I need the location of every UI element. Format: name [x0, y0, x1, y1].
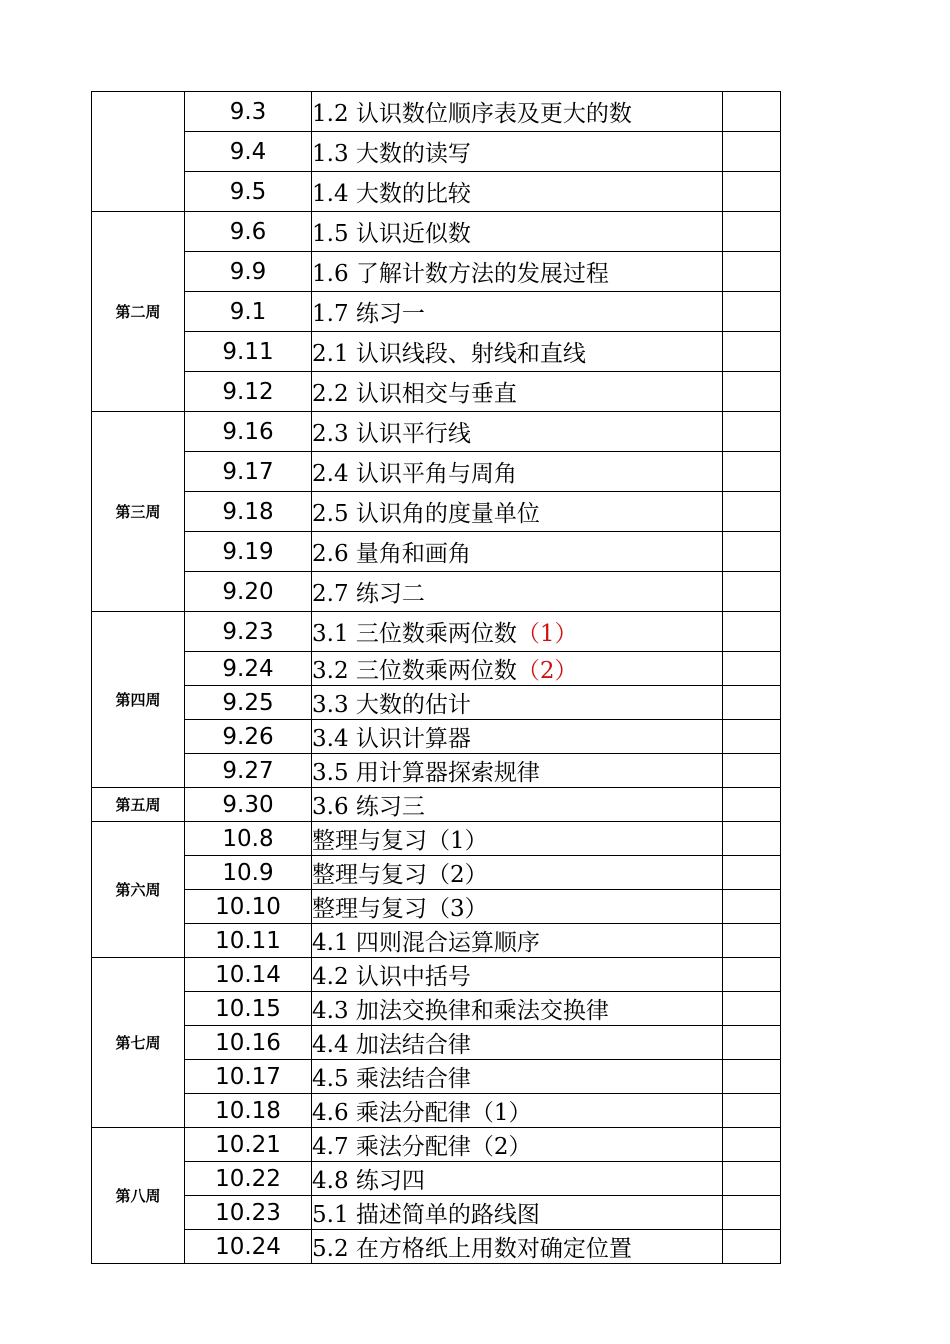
- lesson-text: 1.7 练习一: [312, 301, 425, 327]
- table-row: [92, 132, 781, 172]
- table-row: [92, 332, 781, 372]
- lesson-cell: [312, 958, 723, 992]
- lesson-text: 2.5 认识角的度量单位: [312, 501, 540, 527]
- lesson-text: 3.5 用计算器探索规律: [312, 760, 540, 786]
- notes-cell: [723, 1196, 781, 1230]
- lesson-cell: [312, 172, 723, 212]
- notes-cell: [723, 532, 781, 572]
- lesson-cell: [312, 412, 723, 452]
- date-cell: 9.18: [185, 492, 312, 532]
- lesson-cell: [312, 532, 723, 572]
- lesson-text: 2.7 练习二: [312, 581, 425, 607]
- lesson-text: 2.2 认识相交与垂直: [312, 381, 517, 407]
- lesson-text: 2.6 量角和画角: [312, 541, 471, 567]
- lesson-cell: [312, 788, 723, 822]
- lesson-text: 4.4 加法结合律: [312, 1032, 471, 1058]
- date-cell: 9.6: [185, 212, 312, 252]
- notes-cell: [723, 992, 781, 1026]
- lesson-text: 2.4 认识平角与周角: [312, 461, 517, 487]
- lesson-cell: [312, 686, 723, 720]
- date-cell: 9.26: [185, 720, 312, 754]
- table-row: [92, 754, 781, 788]
- lesson-text: 整理与复习（2）: [312, 862, 488, 888]
- lesson-cell: [312, 212, 723, 252]
- date-cell: 9.17: [185, 452, 312, 492]
- notes-cell: [723, 412, 781, 452]
- notes-cell: [723, 754, 781, 788]
- lesson-text: 4.8 练习四: [312, 1168, 425, 1194]
- lesson-part-number: （2）: [516, 658, 578, 684]
- notes-cell: [723, 372, 781, 412]
- table-row: [92, 252, 781, 292]
- lesson-text: 3.3 大数的估计: [312, 692, 471, 718]
- lesson-text: 1.5 认识近似数: [312, 221, 471, 247]
- date-cell: 10.24: [185, 1230, 312, 1264]
- date-cell: 9.11: [185, 332, 312, 372]
- lesson-cell: [312, 890, 723, 924]
- date-cell: 9.24: [185, 652, 312, 686]
- table-row: [92, 1094, 781, 1128]
- lesson-cell: [312, 332, 723, 372]
- lesson-cell: [312, 924, 723, 958]
- table-row: [92, 686, 781, 720]
- lesson-cell: [312, 372, 723, 412]
- date-cell: 10.23: [185, 1196, 312, 1230]
- notes-cell: [723, 132, 781, 172]
- lesson-cell: [312, 856, 723, 890]
- lesson-text: 5.2 在方格纸上用数对确定位置: [312, 1236, 632, 1262]
- notes-cell: [723, 452, 781, 492]
- notes-cell: [723, 686, 781, 720]
- notes-cell: [723, 1026, 781, 1060]
- lesson-text: 2.1 认识线段、射线和直线: [312, 341, 586, 367]
- table-row: [92, 720, 781, 754]
- notes-cell: [723, 958, 781, 992]
- lesson-text: 4.1 四则混合运算顺序: [312, 930, 540, 956]
- notes-cell: [723, 1128, 781, 1162]
- lesson-text: 4.5 乘法结合律: [312, 1066, 471, 1092]
- lesson-cell: [312, 1026, 723, 1060]
- date-cell: 9.3: [185, 92, 312, 132]
- schedule-body: [92, 92, 781, 1264]
- table-row: [92, 856, 781, 890]
- week-label: 第六周: [92, 822, 185, 958]
- date-cell: 10.22: [185, 1162, 312, 1196]
- lesson-cell: [312, 1196, 723, 1230]
- lesson-cell: [312, 612, 723, 652]
- notes-cell: [723, 332, 781, 372]
- week-label: 第七周: [92, 958, 185, 1128]
- table-row: [92, 212, 781, 252]
- notes-cell: [723, 924, 781, 958]
- date-cell: 9.9: [185, 252, 312, 292]
- table-row: [92, 958, 781, 992]
- date-cell: 9.25: [185, 686, 312, 720]
- table-row: [92, 992, 781, 1026]
- date-cell: 10.17: [185, 1060, 312, 1094]
- table-row: [92, 452, 781, 492]
- lesson-text: 1.3 大数的读写: [312, 141, 471, 167]
- date-cell: 10.10: [185, 890, 312, 924]
- lesson-text: 1.4 大数的比较: [312, 181, 471, 207]
- date-cell: 9.12: [185, 372, 312, 412]
- table-row: [92, 532, 781, 572]
- table-row: [92, 172, 781, 212]
- table-row: [92, 1230, 781, 1264]
- lesson-text: 1.6 了解计数方法的发展过程: [312, 261, 609, 287]
- date-cell: 9.4: [185, 132, 312, 172]
- week-label: 第二周: [92, 212, 185, 412]
- lesson-schedule-table: [91, 91, 781, 1264]
- notes-cell: [723, 822, 781, 856]
- date-cell: 10.15: [185, 992, 312, 1026]
- notes-cell: [723, 92, 781, 132]
- lesson-text: 4.3 加法交换律和乘法交换律: [312, 998, 609, 1024]
- lesson-cell: [312, 132, 723, 172]
- week-label: 第四周: [92, 612, 185, 788]
- notes-cell: [723, 1230, 781, 1264]
- lesson-cell: [312, 492, 723, 532]
- notes-cell: [723, 652, 781, 686]
- lesson-cell: [312, 822, 723, 856]
- lesson-text: 4.2 认识中括号: [312, 964, 471, 990]
- date-cell: 10.9: [185, 856, 312, 890]
- lesson-text: 1.2 认识数位顺序表及更大的数: [312, 101, 632, 127]
- notes-cell: [723, 212, 781, 252]
- week-label: [92, 92, 185, 212]
- week-label: 第三周: [92, 412, 185, 612]
- table-row: [92, 92, 781, 132]
- table-row: [92, 1196, 781, 1230]
- date-cell: 9.27: [185, 754, 312, 788]
- lesson-cell: [312, 452, 723, 492]
- date-cell: 10.8: [185, 822, 312, 856]
- table-row: [92, 612, 781, 652]
- lesson-text: 3.4 认识计算器: [312, 726, 471, 752]
- lesson-cell: [312, 252, 723, 292]
- date-cell: 9.30: [185, 788, 312, 822]
- lesson-cell: [312, 754, 723, 788]
- lesson-cell: [312, 1060, 723, 1094]
- lesson-text: 3.1 三位数乘两位数: [312, 621, 517, 647]
- table-row: [92, 412, 781, 452]
- date-cell: 10.14: [185, 958, 312, 992]
- notes-cell: [723, 292, 781, 332]
- lesson-text: 3.6 练习三: [312, 794, 425, 820]
- date-cell: 10.18: [185, 1094, 312, 1128]
- lesson-text: 2.3 认识平行线: [312, 421, 471, 447]
- notes-cell: [723, 788, 781, 822]
- date-cell: 9.20: [185, 572, 312, 612]
- notes-cell: [723, 1162, 781, 1196]
- lesson-text: 4.6 乘法分配律（1）: [312, 1100, 532, 1126]
- lesson-cell: [312, 292, 723, 332]
- notes-cell: [723, 890, 781, 924]
- notes-cell: [723, 1094, 781, 1128]
- lesson-cell: [312, 1230, 723, 1264]
- lesson-text: 4.7 乘法分配律（2）: [312, 1134, 532, 1160]
- lesson-cell: [312, 1094, 723, 1128]
- table-row: [92, 1162, 781, 1196]
- date-cell: 9.1: [185, 292, 312, 332]
- date-cell: 10.21: [185, 1128, 312, 1162]
- table-row: [92, 924, 781, 958]
- table-row: [92, 1060, 781, 1094]
- table-row: [92, 822, 781, 856]
- notes-cell: [723, 856, 781, 890]
- date-cell: 10.11: [185, 924, 312, 958]
- date-cell: 9.23: [185, 612, 312, 652]
- lesson-cell: [312, 652, 723, 686]
- notes-cell: [723, 572, 781, 612]
- notes-cell: [723, 492, 781, 532]
- table-row: [92, 572, 781, 612]
- date-cell: 9.5: [185, 172, 312, 212]
- lesson-cell: [312, 92, 723, 132]
- notes-cell: [723, 172, 781, 212]
- lesson-text: 3.2 三位数乘两位数: [312, 658, 517, 684]
- notes-cell: [723, 612, 781, 652]
- lesson-text: 5.1 描述简单的路线图: [312, 1202, 540, 1228]
- lesson-part-number: （1）: [516, 621, 578, 647]
- notes-cell: [723, 252, 781, 292]
- date-cell: 9.16: [185, 412, 312, 452]
- week-label: 第八周: [92, 1128, 185, 1264]
- lesson-cell: [312, 1162, 723, 1196]
- table-row: [92, 1026, 781, 1060]
- date-cell: 9.19: [185, 532, 312, 572]
- lesson-text: 整理与复习（3）: [312, 896, 488, 922]
- table-row: [92, 372, 781, 412]
- lesson-text: 整理与复习（1）: [312, 828, 488, 854]
- table-row: [92, 652, 781, 686]
- table-row: [92, 1128, 781, 1162]
- notes-cell: [723, 720, 781, 754]
- week-label: 第五周: [92, 788, 185, 822]
- table-row: [92, 292, 781, 332]
- table-row: [92, 492, 781, 532]
- notes-cell: [723, 1060, 781, 1094]
- lesson-cell: [312, 992, 723, 1026]
- lesson-cell: [312, 1128, 723, 1162]
- table-row: [92, 890, 781, 924]
- date-cell: 10.16: [185, 1026, 312, 1060]
- lesson-cell: [312, 572, 723, 612]
- table-row: [92, 788, 781, 822]
- lesson-cell: [312, 720, 723, 754]
